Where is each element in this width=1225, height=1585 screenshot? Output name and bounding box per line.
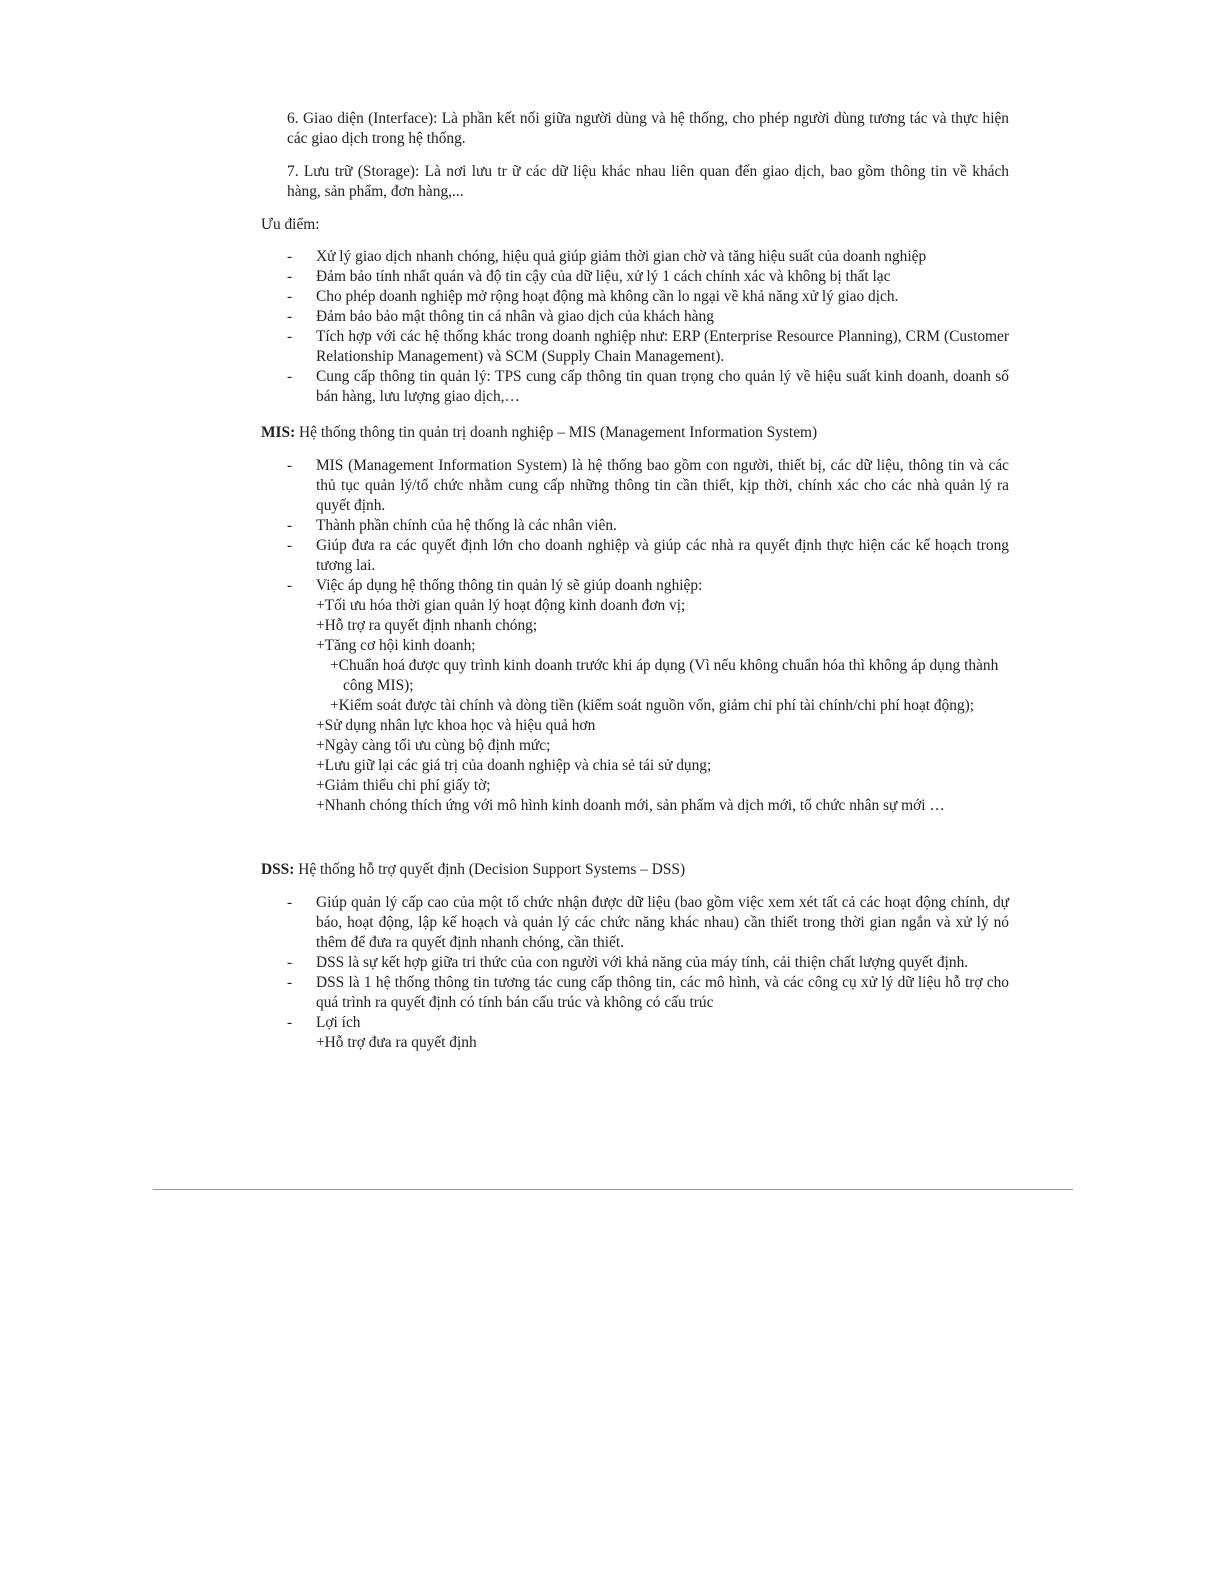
list-item: - Giúp quản lý cấp cao của một tổ chức nhận được dữ liệu (bao gồm việc xem xét tất cả các hoạt động chính, dự báo, hoạt động, lập kế hoạch và quản lý các chức năng khác nhau) cần thiết trong thời gian ngắn và xử lý nó thêm để đưa ra quyết định nhanh chóng, cần thiết. bbox=[287, 894, 1009, 951]
benefit-item: +Nhanh chóng thích ứng với mô hình kinh doanh mới, sản phẩm và dịch mới, tổ chức nhân sự mới … bbox=[316, 797, 945, 814]
list-item: - Lợi ích +Hỗ trợ đưa ra quyết định bbox=[287, 1013, 1009, 1053]
advantages-heading: Ưu điểm: bbox=[261, 216, 320, 233]
dss-label: DSS: bbox=[261, 861, 295, 878]
benefit-item: +Sử dụng nhân lực khoa học và hiệu quả hơn bbox=[316, 717, 596, 734]
dss-heading bbox=[261, 860, 1009, 880]
mis-heading bbox=[261, 423, 1009, 443]
mis-label: MIS: bbox=[261, 424, 296, 441]
benefit-item: +Giảm thiểu chi phí giấy tờ; bbox=[316, 777, 491, 794]
advantages-list bbox=[287, 247, 1009, 407]
list-item: - Đảm bảo tính nhất quán và độ tin cậy của dữ liệu, xử lý 1 cách chính xác và không bị thất lạc bbox=[287, 268, 891, 285]
mis-list bbox=[287, 456, 1009, 816]
list-item: - Cho phép doanh nghiệp mở rộng hoạt động mà không cần lo ngại về khả năng xử lý giao dịch. bbox=[287, 288, 899, 305]
list-item: - MIS (Management Information System) là hệ thống bao gồm con người, thiết bị, các dữ liệu, thông tin và các thủ tục quản lý/tổ chức nhằm cung cấp những thông tin cần thiết, kịp thời, chính xác cho các nhà quản lý ra quyết định. bbox=[287, 457, 1009, 514]
list-item: - Thành phần chính của hệ thống là các nhân viên. bbox=[287, 517, 617, 534]
list-item: - Xử lý giao dịch nhanh chóng, hiệu quả giúp giảm thời gian chờ và tăng hiệu suất của doanh nghiệp bbox=[287, 248, 927, 265]
mis-benefits bbox=[316, 596, 1009, 816]
benefit-item: +Hỗ trợ đưa ra quyết định bbox=[316, 1034, 477, 1051]
mis-title: Hệ thống thông tin quản trị doanh nghiệp – MIS (Management Information System) bbox=[295, 424, 818, 441]
page-divider bbox=[153, 1189, 1073, 1190]
list-item: - Việc áp dụng hệ thống thông tin quản lý sẽ giúp doanh nghiệp: +Tối ưu hóa thời gian quản lý hoạt động kinh doanh đơn vị; +Hỗ trợ ra quyết định nhanh chóng; +Tăng cơ hội kinh doanh; +Chuẩn hoá được quy trình kinh doanh trước khi áp dụng (Vì nếu không chuẩn hóa thì không áp dụng thành công MIS); +Kiểm soát được tài chính và dòng tiền (kiểm soát nguồn vốn, giảm chi phí tài chính/chi phí hoạt động); +Sử dụng nhân lực khoa học và hiệu quả hơn +Ngày càng tối ưu cùng bộ định mức; +Lưu giữ lại các giá trị của doanh nghiệp và chia sẻ tái sử dụng; +Giảm thiểu chi phí giấy tờ; +Nhanh chóng thích ứng với mô hình kinh doanh mới, sản phẩm và dịch mới, tổ chức nhân sự mới … bbox=[287, 576, 1009, 816]
benefit-item: +Hỗ trợ ra quyết định nhanh chóng; bbox=[316, 617, 538, 634]
list-item: - Cung cấp thông tin quản lý: TPS cung cấp thông tin quan trọng cho quản lý về hiệu suất kinh doanh, doanh số bán hàng, lưu lượng giao dịch,… bbox=[287, 368, 1009, 405]
dss-list bbox=[287, 893, 1009, 1053]
list-item: - DSS là 1 hệ thống thông tin tương tác cung cấp thông tin, các mô hình, và các công cụ xử lý dữ liệu hỗ trợ cho quá trình ra quyết định có tính bán cấu trúc và không có cấu trúc bbox=[287, 974, 1009, 1011]
benefit-item: +Tăng cơ hội kinh doanh; bbox=[316, 637, 476, 654]
paragraph-interface: 6. Giao diện (Interface): Là phần kết nối giữa người dùng và hệ thống, cho phép người dùng tương tác và thực hiện các giao dịch trong hệ thống. bbox=[287, 110, 1009, 147]
paragraph-storage: 7. Lưu trữ (Storage): Là nơi lưu tr ữ các dữ liệu khác nhau liên quan đến giao dịch, bao gồm thông tin về khách hàng, sản phẩm, đơn hàng,... bbox=[287, 163, 1009, 200]
benefit-item: +Chuẩn hoá được quy trình kinh doanh trước khi áp dụng (Vì nếu không chuẩn hóa thì không áp dụng thành công MIS); bbox=[330, 657, 999, 694]
benefit-item: +Lưu giữ lại các giá trị của doanh nghiệp và chia sẻ tái sử dụng; bbox=[316, 757, 712, 774]
dss-benefits bbox=[316, 1033, 1009, 1053]
list-item: - Tích hợp với các hệ thống khác trong doanh nghiệp như: ERP (Enterprise Resource Planning), CRM (Customer Relationship Management) và SCM (Supply Chain Management). bbox=[287, 328, 1009, 365]
dss-title: Hệ thống hỗ trợ quyết định (Decision Support Systems – DSS) bbox=[294, 861, 686, 878]
benefit-item: +Kiểm soát được tài chính và dòng tiền (kiểm soát nguồn vốn, giảm chi phí tài chính/chi phí hoạt động); bbox=[330, 697, 975, 714]
benefit-item: +Ngày càng tối ưu cùng bộ định mức; bbox=[316, 737, 551, 754]
benefit-item: +Tối ưu hóa thời gian quản lý hoạt động kinh doanh đơn vị; bbox=[316, 597, 686, 614]
list-item: - Giúp đưa ra các quyết định lớn cho doanh nghiệp và giúp các nhà ra quyết định thực hiện các kế hoạch trong tương lai. bbox=[287, 537, 1009, 574]
list-item: - DSS là sự kết hợp giữa tri thức của con người với khả năng của máy tính, cải thiện chất lượng quyết định. bbox=[287, 954, 969, 971]
list-item: - Đảm bảo bảo mật thông tin cá nhân và giao dịch của khách hàng bbox=[287, 308, 714, 325]
